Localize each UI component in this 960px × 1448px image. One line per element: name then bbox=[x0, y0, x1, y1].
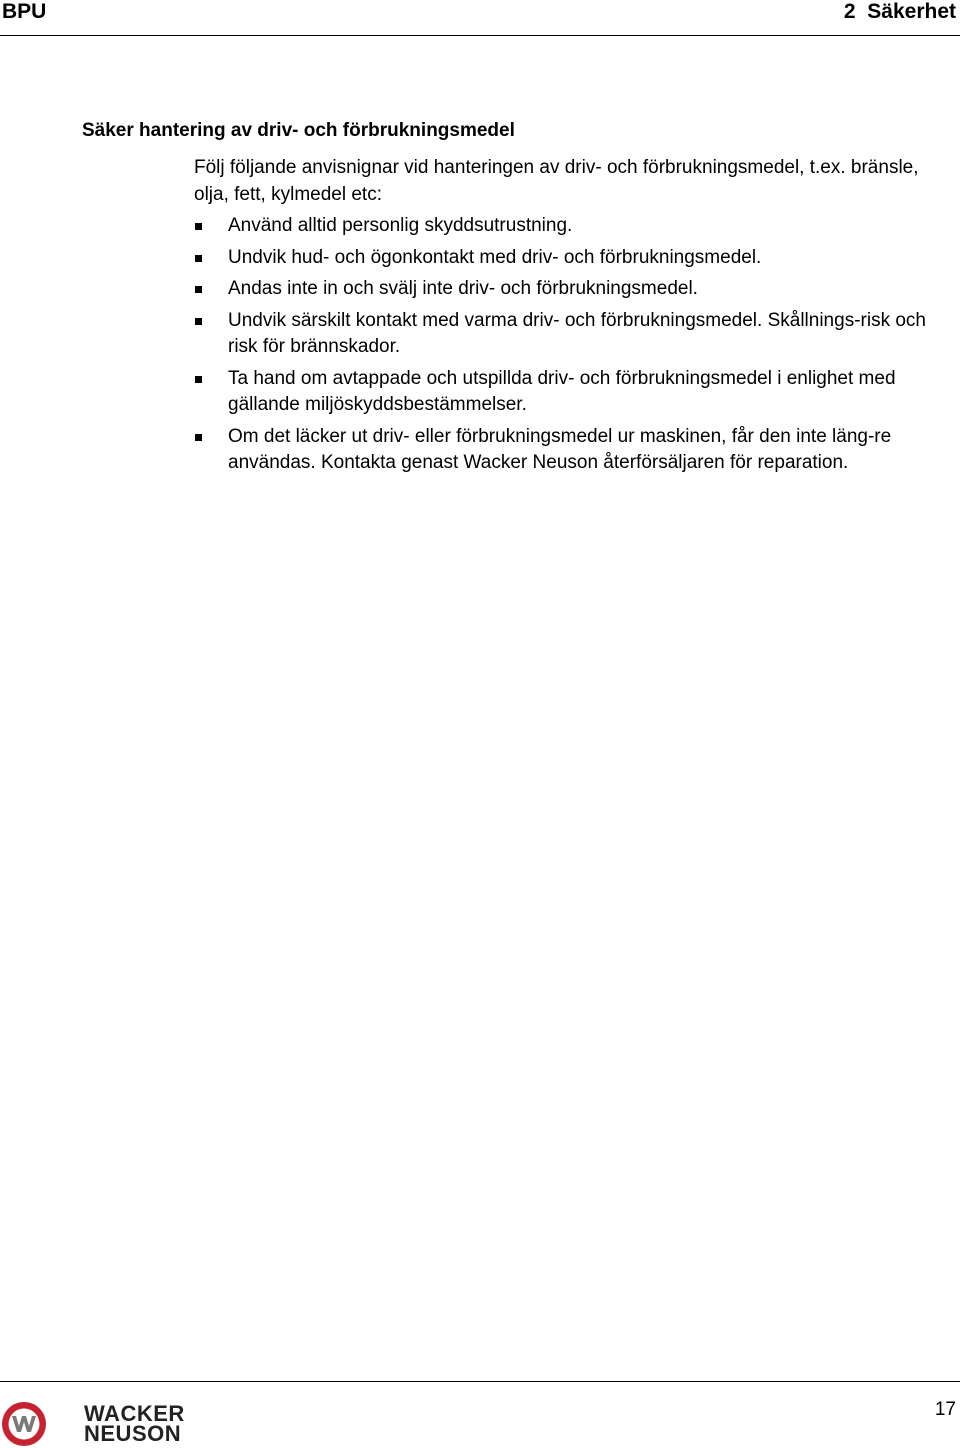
list-item-text: Ta hand om avtappade och utspillda driv- och förbrukningsmedel i enlighet med gällande miljöskyddsbestämmelser. bbox=[228, 367, 896, 415]
list-item bbox=[194, 366, 956, 419]
list-item-text: Använd alltid personlig skyddsutrustning. bbox=[228, 215, 573, 236]
list-item bbox=[194, 276, 956, 303]
header-product-name: BPU bbox=[2, 0, 47, 23]
logo-line-wacker: WACKER bbox=[84, 1401, 185, 1426]
list-item-text: Andas inte in och svälj inte driv- och förbrukningsmedel. bbox=[228, 278, 698, 299]
square-bullet-icon bbox=[195, 376, 202, 383]
list-item bbox=[194, 245, 956, 272]
list-item bbox=[194, 308, 956, 361]
list-item-text: Undvik hud- och ögonkontakt med driv- och förbrukningsmedel. bbox=[228, 246, 762, 268]
list-item bbox=[194, 213, 956, 240]
square-bullet-icon bbox=[195, 318, 202, 325]
intro-paragraph: Följ följande anvisnignar vid hanteringen av driv- och förbrukningsmedel, t.ex. bränsle, olja, fett, kylmedel etc: bbox=[194, 157, 919, 205]
section-heading: Säker hantering av driv- och förbrukningsmedel bbox=[82, 120, 515, 141]
list-item-text: Undvik särskilt kontakt med varma driv- och förbrukningsmedel. Skållnings-risk och risk för brännskador. bbox=[228, 309, 926, 357]
square-bullet-icon bbox=[195, 255, 202, 262]
page-number: 17 bbox=[934, 1399, 956, 1420]
wacker-neuson-logo-text bbox=[84, 1401, 185, 1446]
footer-divider bbox=[0, 1381, 960, 1382]
square-bullet-icon bbox=[195, 286, 202, 293]
logo-line-neuson: NEUSON bbox=[84, 1421, 182, 1446]
list-item bbox=[194, 424, 956, 477]
square-bullet-icon bbox=[195, 434, 202, 441]
safety-bullet-list bbox=[194, 213, 956, 477]
square-bullet-icon bbox=[195, 223, 202, 230]
list-item-text: Om det läcker ut driv- eller förbrukningsmedel ur maskinen, får den inte läng-re användas. Kontakta genast Wacker Neuson återförsäljaren för reparation. bbox=[228, 425, 892, 473]
wacker-neuson-emblem-icon bbox=[0, 1400, 48, 1448]
header-chapter-title: 2 Säkerhet bbox=[843, 0, 956, 23]
header-divider bbox=[0, 35, 960, 36]
section-body bbox=[194, 155, 956, 482]
